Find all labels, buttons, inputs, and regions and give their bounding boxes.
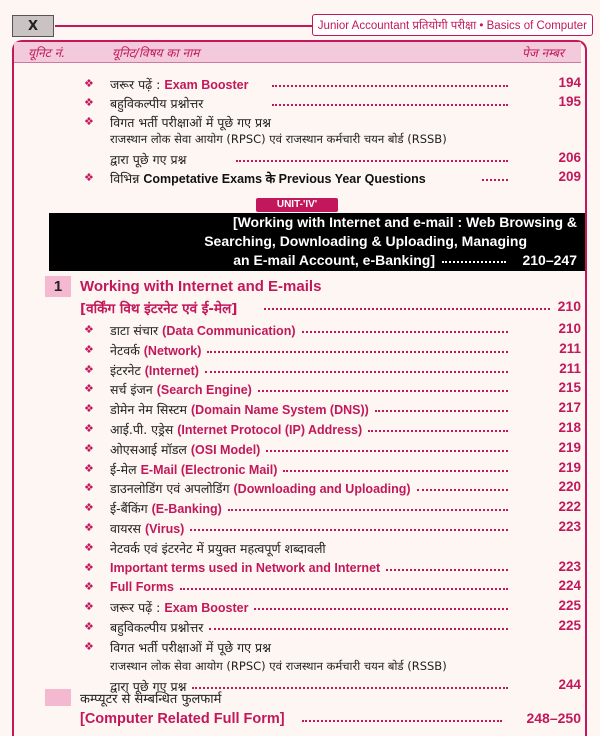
diamond-bullet-icon: ❖ <box>84 382 94 396</box>
diamond-bullet-icon: ❖ <box>84 115 94 128</box>
row-hindi: वायरस <box>110 521 145 536</box>
dot-leader <box>207 351 508 353</box>
dot-leader <box>302 331 508 333</box>
row-hindi: विगत भर्ती परीक्षाओं में पूछे गए प्रश्न <box>110 115 272 130</box>
diamond-bullet-icon: ❖ <box>84 171 94 184</box>
row-english: (Virus) <box>144 522 185 536</box>
diamond-bullet-icon: ❖ <box>84 639 94 653</box>
dot-leader <box>205 371 508 373</box>
row-english: (Domain Name System (DNS)) <box>191 403 369 418</box>
row-hindi: जरूर पढ़ें : <box>110 77 165 92</box>
row-hindi: आई.पी. एड्रेस <box>110 422 178 437</box>
row-hindi: डाउनलोडिंग एवं अपलोडिंग <box>110 481 234 497</box>
dot-leader <box>272 85 508 87</box>
diamond-bullet-icon: ❖ <box>84 362 94 376</box>
dot-leader <box>375 410 508 412</box>
row-hindi: ओएसआई मॉडल <box>110 441 191 457</box>
diamond-bullet-icon: ❖ <box>84 96 94 109</box>
final-english: [Computer Related Full Form] <box>80 711 285 727</box>
row-hindi: डोमेन नेम सिस्टम <box>110 402 191 418</box>
toc-row-continued <box>0 131 600 150</box>
page-ref: 225 <box>558 598 581 614</box>
row-hindi: विभिन्न <box>110 171 144 186</box>
row-hindi: नेटवर्क <box>110 342 144 358</box>
final-hindi: कम्प्यूटर से सम्बन्धित फुलफार्म <box>80 692 222 707</box>
unit-title-box <box>49 213 585 271</box>
section-number: 1 <box>45 276 71 297</box>
row-english: (Downloading and Uploading) <box>233 482 411 497</box>
diamond-bullet-icon: ❖ <box>84 540 94 554</box>
page-ref: 194 <box>558 75 581 90</box>
running-header: Junior Accountant प्रतियोगी परीक्षा • Basics of Computer <box>312 14 593 36</box>
toc-row <box>0 321 600 340</box>
row-hindi: जरूर पढ़ें : <box>110 600 165 616</box>
column-header <box>14 42 581 63</box>
page-ref: 222 <box>558 499 581 515</box>
section-subtitle-row <box>0 298 600 317</box>
page-ref: 244 <box>558 677 581 693</box>
page-ref: 223 <box>558 558 581 574</box>
page-ref: 219 <box>558 459 581 475</box>
diamond-bullet-icon: ❖ <box>84 441 94 455</box>
page-ref: 210 <box>558 321 581 336</box>
diamond-bullet-icon: ❖ <box>84 580 94 594</box>
row-english: E-Mail (Electronic Mail) <box>140 462 278 477</box>
toc-row <box>0 578 600 597</box>
page-ref: 206 <box>558 150 581 165</box>
row-hindi: द्वारा पूछे गए प्रश्न <box>110 679 187 695</box>
dot-leader <box>368 430 508 432</box>
page-ref: 218 <box>558 420 581 435</box>
col-unit-no: यूनिट नं. <box>28 46 66 60</box>
dot-leader <box>417 489 508 491</box>
diamond-bullet-icon: ❖ <box>84 501 94 515</box>
diamond-bullet-icon: ❖ <box>84 600 94 614</box>
toc-row <box>0 519 600 538</box>
row-hindi: राजस्थान लोक सेवा आयोग (RPSC) एवं राजस्थान कर्मचारी चयन बोर्ड (RSSB) <box>110 132 447 146</box>
col-unit-name: यूनिट/विषय का नाम <box>112 46 200 60</box>
dot-leader <box>180 588 508 590</box>
row-hindi: ई-मेल <box>110 461 141 477</box>
unit-title-line: [Working with Internet and e-mail : Web Browsing & <box>232 214 577 230</box>
page-ref: 220 <box>558 479 581 495</box>
dot-leader <box>228 509 508 511</box>
page-ref: 219 <box>558 439 581 455</box>
row-hindi: नेटवर्क एवं इंटरनेट में प्रयुक्त महत्वपूर्ण शब्दावली <box>110 540 326 556</box>
dot-leader <box>283 470 508 472</box>
dot-leader <box>190 529 508 531</box>
toc-row <box>0 440 600 459</box>
row-hindi: बहुविकल्पीय प्रश्नोत्तर <box>110 96 204 111</box>
page-ref: 211 <box>559 360 581 376</box>
col-page-no: पेज नम्बर <box>522 46 564 60</box>
toc-row <box>0 479 600 498</box>
page-ref: 210 <box>557 298 581 314</box>
toc-row <box>0 75 600 94</box>
toc-row <box>0 499 600 518</box>
page-ref: 223 <box>558 519 581 534</box>
row-english: Important terms used in Network and Internet <box>110 560 381 575</box>
toc-row <box>0 638 600 657</box>
toc-row-continued <box>0 150 600 169</box>
row-english: (Internet) <box>144 363 199 378</box>
row-english: (Internet Protocol (IP) Address) <box>177 423 363 437</box>
page-ref: 195 <box>558 94 581 109</box>
row-hindi: सर्च इंजन <box>110 382 157 398</box>
row-english: (OSI Model) <box>190 442 261 457</box>
toc-row <box>0 341 600 360</box>
diamond-bullet-icon: ❖ <box>84 402 94 416</box>
section-subtitle: [वर्किंग विथ इंटरनेट एवं ई-मेल] <box>80 301 238 317</box>
row-hindi: डाटा संचार <box>110 323 163 338</box>
dot-leader <box>266 450 508 452</box>
toc-row <box>0 539 600 558</box>
row-hindi: विगत भर्ती परीक्षाओं में पूछे गए प्रश्न <box>110 639 272 655</box>
page-ref: 209 <box>558 169 581 184</box>
toc-row <box>0 94 600 113</box>
unit-pages: 210–247 <box>522 252 577 268</box>
toc-row <box>0 380 600 399</box>
row-english: Exam Booster <box>164 601 249 616</box>
dot-leader <box>258 390 508 392</box>
row-hindi: द्वारा पूछे गए प्रश्न <box>110 152 187 167</box>
row-english: Full Forms <box>110 580 174 595</box>
row-hindi: बहुविकल्पीय प्रश्नोत्तर <box>110 620 204 635</box>
page-ref: 215 <box>558 380 581 396</box>
dot-leader <box>264 308 550 310</box>
dot-leader <box>302 720 502 722</box>
row-english: (E-Banking) <box>151 502 222 517</box>
diamond-bullet-icon: ❖ <box>84 620 94 633</box>
diamond-bullet-icon: ❖ <box>84 461 94 475</box>
diamond-bullet-icon: ❖ <box>84 422 94 435</box>
toc-row <box>0 658 600 677</box>
row-hindi: राजस्थान लोक सेवा आयोग (RPSC) एवं राजस्थान कर्मचारी चयन बोर्ड (RSSB) <box>110 658 447 673</box>
dot-leader <box>442 261 506 263</box>
toc-row <box>0 460 600 479</box>
header-rule <box>55 25 335 27</box>
page-number-badge: X <box>12 15 54 37</box>
row-english: (Network) <box>143 343 202 358</box>
toc-row <box>0 400 600 419</box>
toc-row <box>0 361 600 380</box>
diamond-bullet-icon: ❖ <box>84 560 94 574</box>
page-ref: 224 <box>558 578 581 594</box>
row-hindi: ई-बैंकिंग <box>110 501 152 517</box>
final-hindi-row <box>0 688 600 707</box>
toc-row <box>0 113 600 132</box>
row-english: (Data Communication) <box>162 324 296 338</box>
toc-row <box>0 618 600 637</box>
dot-leader <box>254 608 508 610</box>
dot-leader <box>482 179 508 181</box>
unit-title-line: Searching, Downloading & Uploading, Managing <box>204 233 527 249</box>
page-ref: 225 <box>558 618 581 633</box>
diamond-bullet-icon: ❖ <box>84 481 94 495</box>
page-ref: 217 <box>558 400 581 416</box>
row-hindi: इंटरनेट <box>110 362 145 378</box>
final-english-row <box>0 710 600 729</box>
toc-row <box>0 420 600 439</box>
toc-row <box>0 598 600 617</box>
toc-row <box>0 169 600 188</box>
row-english: Competative Exams के Previous Year Questions <box>143 172 426 186</box>
unit-label: UNIT-'IV' <box>256 198 338 212</box>
diamond-bullet-icon: ❖ <box>84 342 94 356</box>
diamond-bullet-icon: ❖ <box>84 323 94 336</box>
page-ref: 211 <box>559 340 581 356</box>
diamond-bullet-icon: ❖ <box>84 77 94 90</box>
dot-leader <box>236 160 508 162</box>
dot-leader <box>209 628 508 630</box>
section-title: Working with Internet and E-mails <box>80 278 322 295</box>
unit-title-line: an E-mail Account, e-Banking] <box>233 252 435 268</box>
dot-leader <box>272 104 508 106</box>
row-english: Exam Booster <box>164 78 249 92</box>
diamond-bullet-icon: ❖ <box>84 521 94 534</box>
row-english: (Search Engine) <box>156 383 252 398</box>
page-ref: 248–250 <box>526 710 581 726</box>
dot-leader <box>386 569 508 571</box>
toc-row <box>0 559 600 578</box>
